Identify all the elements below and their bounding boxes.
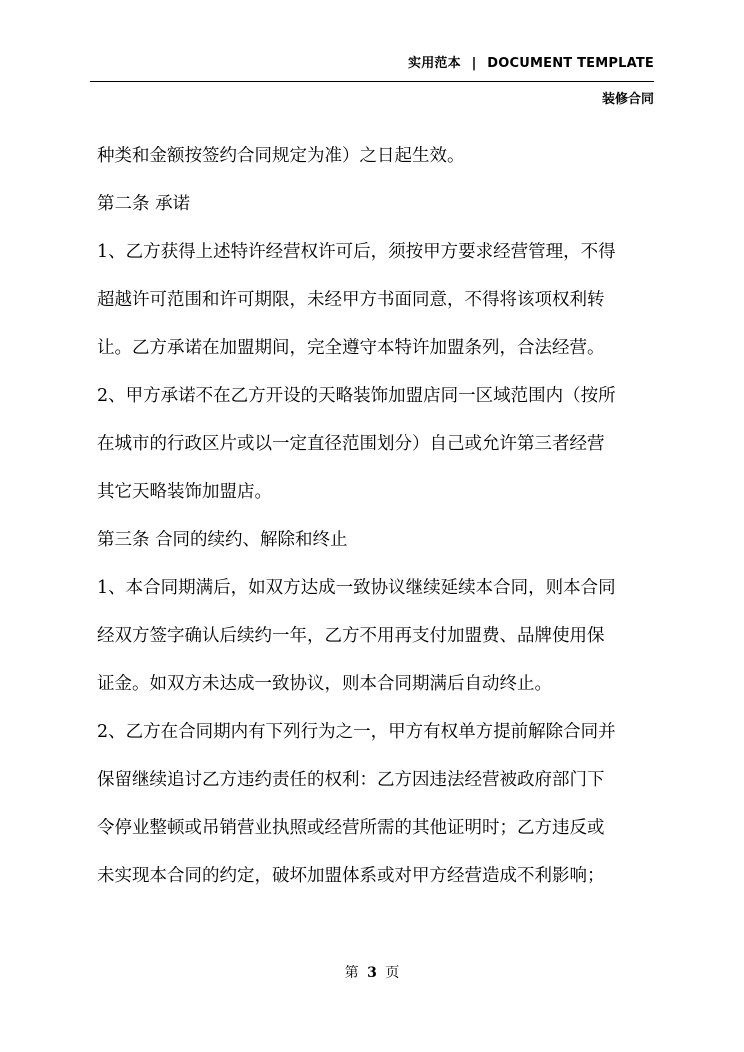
header-separator: | [471, 56, 477, 71]
body-line: 1、本合同期满后，如双方达成一致协议继续延续本合同，则本合同 [97, 578, 616, 598]
body-line: 未实现本合同的约定，破坏加盟体系或对甲方经营造成不利影响； [97, 866, 605, 886]
body-line: 种类和金额按签约合同规定为准）之日起生效。 [97, 146, 465, 166]
body-line: 2、甲方承诺不在乙方开设的天略装饰加盟店同一区域范围内（按所 [97, 386, 616, 406]
header-label-cn: 实用范本 [408, 56, 461, 71]
page-footer [0, 962, 744, 982]
section-heading: 第三条 合同的续约、解除和终止 [97, 530, 348, 550]
document-body [97, 138, 663, 906]
body-line: 在城市的行政区片或以一定直径范围划分）自己或允许第三者经营 [97, 434, 605, 454]
header-label-en: DOCUMENT TEMPLATE [487, 56, 654, 71]
header-divider [90, 81, 654, 82]
page-label-prefix: 第 [344, 965, 359, 981]
document-subtitle: 装修合同 [601, 92, 654, 107]
body-line: 2、乙方在合同期内有下列行为之一，甲方有权单方提前解除合同并 [97, 722, 616, 742]
body-line: 超越许可范围和许可期限，未经甲方书面同意，不得将该项权利转 [97, 290, 605, 310]
body-line: 经双方签字确认后续约一年，乙方不用再支付加盟费、品牌使用保 [97, 626, 605, 646]
body-line: 其它天略装饰加盟店。 [97, 482, 272, 502]
section-heading: 第二条 承诺 [97, 194, 191, 214]
document-header [408, 52, 654, 71]
body-line: 令停业整顿或吊销营业执照或经营所需的其他证明时；乙方违反或 [97, 818, 605, 838]
body-line: 证金。如双方未达成一致协议，则本合同期满后自动终止。 [97, 674, 552, 694]
body-line: 1、乙方获得上述特许经营权许可后，须按甲方要求经营管理，不得 [97, 242, 616, 262]
page-number: 3 [367, 965, 377, 981]
body-line: 保留继续追讨乙方违约责任的权利：乙方因违法经营被政府部门下 [97, 770, 605, 790]
page-label-suffix: 页 [385, 965, 400, 981]
body-line: 让。乙方承诺在加盟期间，完全遵守本特许加盟条列，合法经营。 [97, 338, 605, 358]
